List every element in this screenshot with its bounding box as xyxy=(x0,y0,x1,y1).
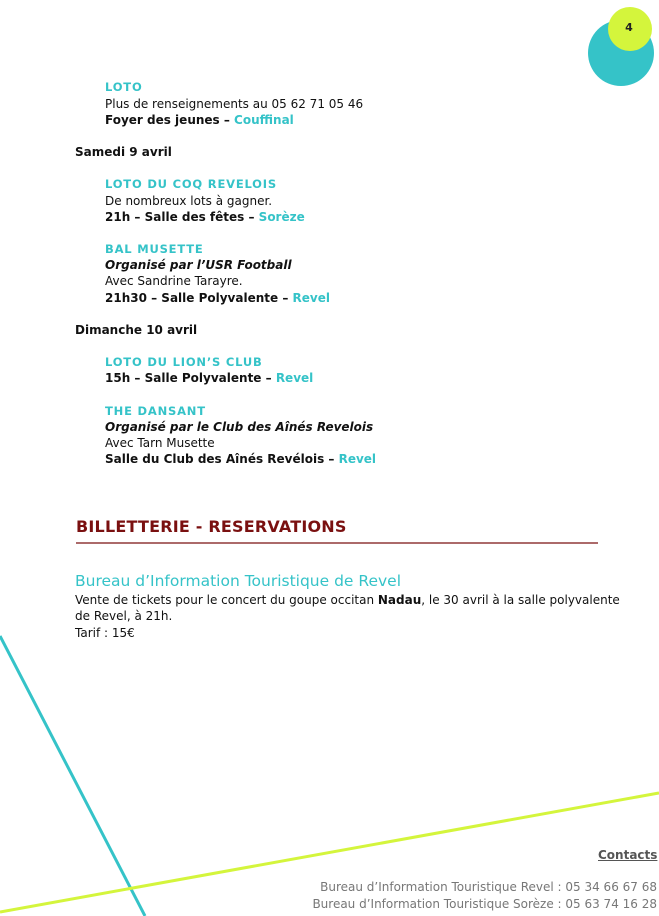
event-venue-loto xyxy=(105,113,294,127)
event-title-the-dansant: THE DANSANT xyxy=(105,404,206,418)
contact-soreze: Bureau d’Information Touristique Sorèze : 05 63 74 16 28 xyxy=(312,897,657,911)
ticket-price: Tarif : 15€ xyxy=(75,626,135,640)
band-name: Nadau xyxy=(377,593,422,607)
event-organizer-bal: Organisé par l’USR Football xyxy=(105,258,292,272)
venue-text: 21h – Salle des fêtes – xyxy=(105,210,259,224)
section-heading-billetterie: BILLETTERIE - RESERVATIONS xyxy=(76,517,347,536)
day-heading-saturday: Samedi 9 avril xyxy=(75,145,172,159)
event-info-the-dansant: Avec Tarn Musette xyxy=(105,436,215,450)
lime-diagonal-line xyxy=(0,793,659,912)
venue-place: Sorèze xyxy=(258,210,305,224)
venue-place: Revel xyxy=(292,291,330,305)
event-venue-coq xyxy=(105,210,305,224)
ticket-text-end: , le 30 avril à la salle polyvalente xyxy=(421,593,620,607)
venue-text: Foyer des jeunes – xyxy=(105,113,235,127)
ticket-info-line2: de Revel, à 21h. xyxy=(75,609,173,623)
event-title-lion: LOTO DU LION’S CLUB xyxy=(105,355,263,369)
venue-text: 15h – Salle Polyvalente – xyxy=(105,371,276,385)
event-title-loto: LOTO xyxy=(105,80,143,94)
event-info-bal: Avec Sandrine Tarayre. xyxy=(105,274,243,288)
ticket-info-line1 xyxy=(75,593,620,607)
event-info-loto: Plus de renseignements au 05 62 71 05 46 xyxy=(105,97,364,111)
venue-place: Couffinal xyxy=(234,113,294,127)
bureau-title: Bureau d’Information Touristique de Revel xyxy=(75,572,402,590)
event-venue-lion xyxy=(105,371,313,385)
venue-text: Salle du Club des Aînés Revélois – xyxy=(105,452,339,466)
page-number: 4 xyxy=(625,20,633,34)
event-info-coq: De nombreux lots à gagner. xyxy=(105,194,273,208)
ticket-text: Vente de tickets pour le concert du goupe occitan xyxy=(75,593,378,607)
event-venue-the-dansant xyxy=(105,452,376,466)
event-title-coq: LOTO DU COQ REVELOIS xyxy=(105,177,277,191)
day-heading-sunday: Dimanche 10 avril xyxy=(75,323,198,337)
venue-text: 21h30 – Salle Polyvalente – xyxy=(105,291,293,305)
venue-place: Revel xyxy=(275,371,314,385)
event-organizer-the-dansant: Organisé par le Club des Aînés Revelois xyxy=(105,420,374,434)
event-title-bal: BAL MUSETTE xyxy=(105,242,204,256)
cyan-diagonal-line xyxy=(0,636,145,916)
contact-revel: Bureau d’Information Touristique Revel : 05 34 66 67 68 xyxy=(320,880,657,894)
event-venue-bal xyxy=(105,291,330,305)
contacts-link[interactable]: Contacts xyxy=(598,848,658,862)
venue-place: Revel xyxy=(338,452,377,466)
